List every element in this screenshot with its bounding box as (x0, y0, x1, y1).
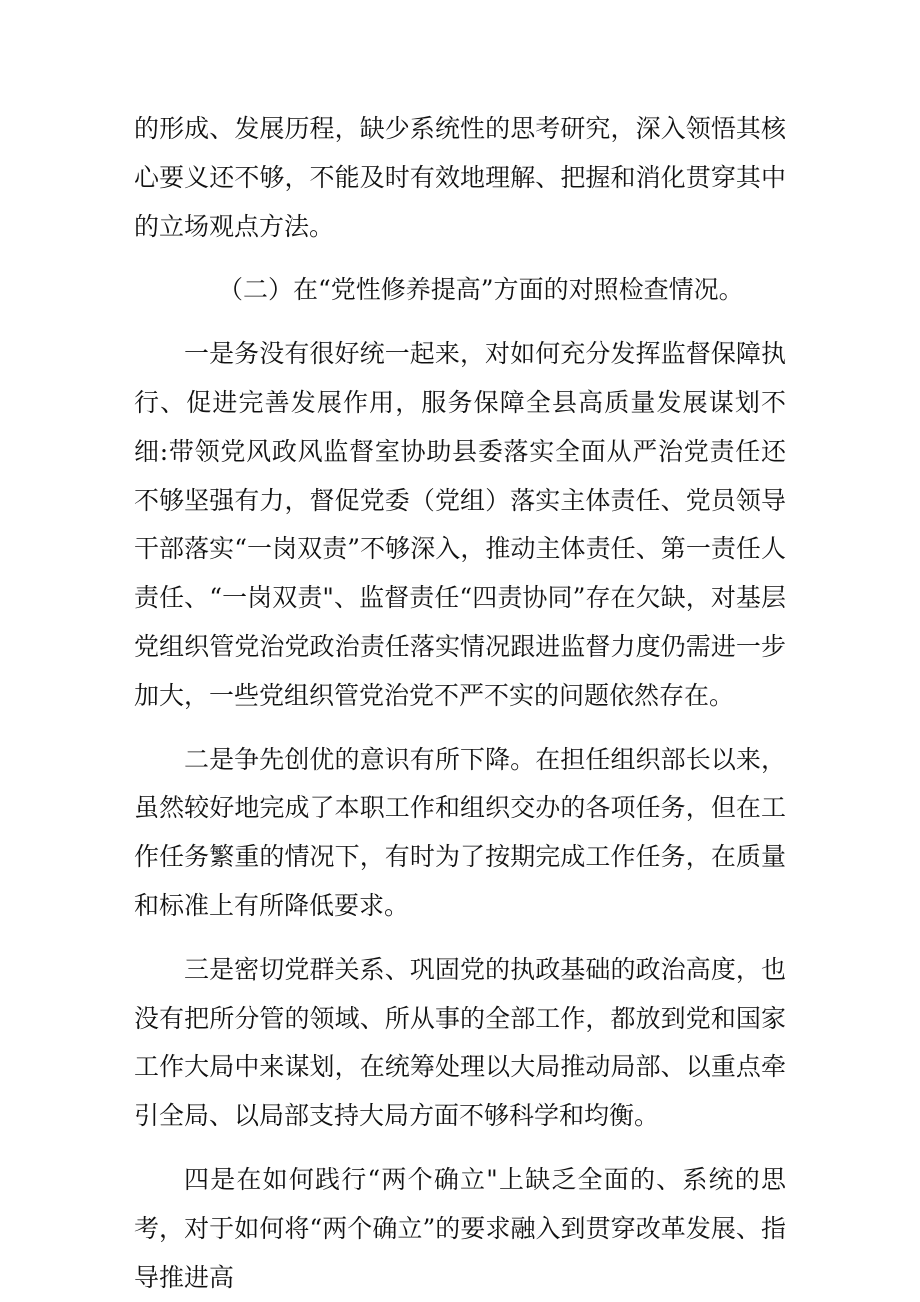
paragraph-point-three: 三是密切党群关系、巩固党的执政基础的政治高度，也没有把所分管的领域、所从事的全部工作，都放到党和国家工作大局中来谋划，在统筹处理以大局推动局部、以重点牵引全局、以局部支持大局方面不够科学和均衡。 (134, 954, 786, 1131)
paragraph-point-one: 一是务没有很好统一起来，对如何充分发挥监督保障执行、促进完善发展作用，服务保障全县高质量发展谋划不细:带领党风政风监督室协助县委落实全面从严治党责任还不够坚强有力，督促党委（党组）落实主体责任、党员领导干部落实“一岗双责”不够深入，推动主体责任、第一责任人责任、“一岗双责"、监督责任“四责协同”存在欠缺，对基层党组织管党治党政治责任落实情况跟进监督力度仍需进一步加大，一些党组织管党治党不严不实的问题依然存在。 (134, 339, 786, 710)
section-heading: （二）在“党性修养提高”方面的对照检查情况。 (218, 275, 744, 305)
document-body (134, 105, 786, 1302)
paragraph-gap (134, 721, 786, 736)
paragraph-point-two: 二是争先创优的意识有所下降。在担任组织部长以来，虽然较好地完成了本职工作和组织交办的各项任务，但在工作任务繁重的情况下，有时为了按期完成工作任务，在质量和标准上有所降低要求。 (134, 744, 786, 920)
paragraph-gap (134, 251, 786, 266)
paragraph-point-four: 四是在如何践行“两个确立"上缺乏全面的、系统的思考，对于如何将“两个确立”的要求融入到贯穿改革发展、指导推进高 (134, 1164, 786, 1292)
paragraph-continuation: 的形成、发展历程，缺少系统性的思考研究，深入领悟其核心要义还不够，不能及时有效地理解、把握和消化贯穿其中的立场观点方法。 (134, 114, 786, 241)
paragraph-gap (134, 931, 786, 946)
paragraph-gap (134, 315, 786, 330)
paragraph-gap (134, 1141, 786, 1156)
